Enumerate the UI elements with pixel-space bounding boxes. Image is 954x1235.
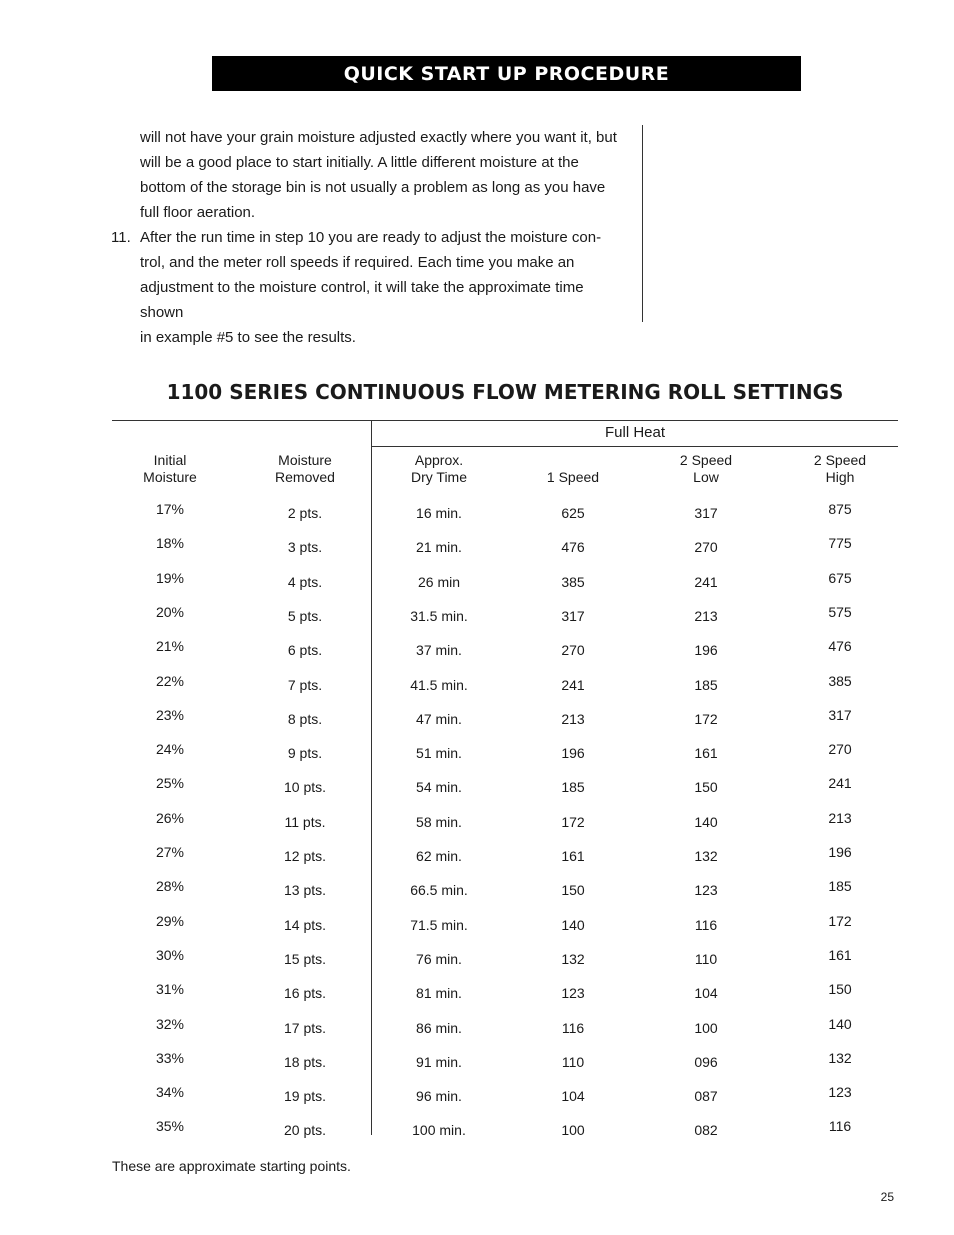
moisture-removed-cell: 17 pts. <box>283 1019 327 1036</box>
full-heat-rule <box>371 446 898 447</box>
one-speed-cell: 123 <box>561 985 585 1002</box>
one-speed-cell: 150 <box>561 882 585 899</box>
column-header-line: 1 Speed <box>546 469 600 485</box>
initial-moisture-cell: 34% <box>155 1084 185 1101</box>
initial-moisture-cell: 18% <box>155 535 185 552</box>
table-title: 1100 SERIES CONTINUOUS FLOW METERING ROLL SETTINGS <box>166 380 844 404</box>
initial-moisture-cell: 28% <box>155 878 185 895</box>
one-speed-cell: 185 <box>561 779 585 796</box>
two-speed-high-cell: 123 <box>828 1084 852 1101</box>
two-speed-high-cell: 575 <box>828 603 852 620</box>
page-number: 25 <box>880 1190 894 1204</box>
moisture-removed-cell: 13 pts. <box>283 882 327 899</box>
step-number: 11. <box>111 229 131 246</box>
moisture-removed-cell: 18 pts. <box>283 1053 327 1070</box>
dry-time-cell: 41.5 min. <box>410 676 468 693</box>
column-header-line: Initial <box>153 452 187 468</box>
dry-time-cell: 86 min. <box>416 1019 462 1036</box>
moisture-removed-cell: 10 pts. <box>283 779 327 796</box>
dry-time-cell: 76 min. <box>416 950 462 967</box>
column-header-line: 2 Speed <box>679 452 733 468</box>
initial-moisture-cell: 23% <box>155 706 185 723</box>
two-speed-low-cell: 185 <box>694 676 718 693</box>
initial-moisture-cell: 35% <box>155 1118 185 1135</box>
one-speed-cell: 161 <box>561 848 585 864</box>
text-line: After the run time in step 10 you are ready to adjust the moisture con- <box>140 229 602 246</box>
dry-time-cell: 54 min. <box>416 779 462 796</box>
dry-time-cell: 66.5 min. <box>410 882 468 899</box>
two-speed-high-cell: 172 <box>828 912 852 929</box>
dry-time-cell: 47 min. <box>416 710 462 727</box>
moisture-removed-cell: 6 pts. <box>287 642 323 659</box>
two-speed-high-cell: 185 <box>828 878 852 895</box>
two-speed-high-cell: 161 <box>828 946 852 963</box>
column-header-line: Approx. <box>414 452 464 468</box>
moisture-removed-cell: 8 pts. <box>287 710 323 727</box>
dry-time-cell: 62 min. <box>416 848 462 864</box>
column-header-line: High <box>825 469 855 485</box>
moisture-removed-cell: 11 pts. <box>284 813 326 830</box>
moisture-removed-cell: 14 pts. <box>283 916 327 933</box>
dry-time-cell: 58 min. <box>416 813 462 830</box>
initial-moisture-cell: 31% <box>155 981 185 998</box>
moisture-removed-cell: 20 pts. <box>283 1122 327 1139</box>
column-header-line: Low <box>693 469 719 485</box>
dry-time-cell: 96 min. <box>416 1088 462 1105</box>
text-line: trol, and the meter roll speeds if required. Each time you make an <box>140 254 575 271</box>
two-speed-low-cell: 116 <box>694 916 718 933</box>
one-speed-cell: 132 <box>561 950 585 967</box>
two-speed-low-cell: 241 <box>694 573 718 590</box>
text-line: in example #5 to see the results. <box>140 329 356 346</box>
two-speed-high-cell: 875 <box>828 501 852 517</box>
two-speed-low-cell: 132 <box>694 848 718 864</box>
section-header-bar <box>212 56 801 91</box>
dry-time-header <box>374 452 504 486</box>
one-speed-cell: 100 <box>561 1122 585 1139</box>
moisture-removed-cell: 19 pts. <box>283 1088 327 1105</box>
initial-moisture-cell: 32% <box>155 1015 185 1032</box>
column-header-line: Removed <box>275 469 335 485</box>
dry-time-cell: 100 min. <box>412 1122 466 1139</box>
one-speed-cell: 196 <box>561 745 585 762</box>
initial-moisture-cell: 29% <box>155 912 185 929</box>
dry-time-cell: 81 min. <box>416 985 462 1002</box>
table-top-rule <box>112 420 898 421</box>
moisture-removed-cell: 7 pts. <box>287 676 323 693</box>
two-speed-low-cell: 213 <box>694 607 718 624</box>
two-speed-high-cell: 132 <box>828 1049 852 1066</box>
moisture-removed-cell: 9 pts. <box>287 745 323 762</box>
dry-time-cell: 71.5 min. <box>410 916 468 933</box>
dry-time-cell: 37 min. <box>416 642 462 659</box>
two-speed-low-cell: 123 <box>694 882 718 899</box>
column-header-line: 2 Speed <box>813 452 867 468</box>
header-title: QUICK START UP PROCEDURE <box>343 62 670 85</box>
one-speed-header <box>508 452 638 486</box>
text-line: full floor aeration. <box>140 204 256 221</box>
two-speed-low-cell: 104 <box>694 985 718 1002</box>
one-speed-cell: 213 <box>561 710 585 727</box>
one-speed-cell: 270 <box>561 642 585 659</box>
moisture-removed-cell: 2 pts. <box>287 505 323 521</box>
column-header-line: Moisture <box>278 452 332 468</box>
two-speed-low-cell: 317 <box>694 505 718 521</box>
intro-text-block <box>106 125 643 346</box>
two-speed-low-cell: 096 <box>694 1053 718 1070</box>
two-speed-low-cell: 150 <box>694 779 718 796</box>
one-speed-cell: 116 <box>561 1019 585 1036</box>
initial-moisture-cell: 24% <box>155 741 185 758</box>
initial-moisture-cell: 30% <box>155 946 185 963</box>
two-speed-high-cell: 675 <box>828 569 852 586</box>
two-speed-low-cell: 270 <box>694 539 718 556</box>
moisture-removed-cell: 15 pts. <box>283 950 327 967</box>
one-speed-cell: 385 <box>561 573 585 590</box>
initial-moisture-header <box>105 452 235 486</box>
two-speed-high-header <box>775 452 905 486</box>
two-speed-high-cell: 385 <box>828 672 852 689</box>
two-speed-high-cell: 196 <box>828 844 852 860</box>
dry-time-cell: 16 min. <box>416 505 462 521</box>
two-speed-low-cell: 087 <box>694 1088 718 1105</box>
column-header-line: Moisture <box>143 469 197 485</box>
one-speed-cell: 317 <box>561 607 585 624</box>
two-speed-high-cell: 317 <box>828 706 852 723</box>
initial-moisture-cell: 21% <box>155 638 185 655</box>
initial-moisture-cell: 33% <box>155 1049 185 1066</box>
initial-moisture-cell: 22% <box>155 672 185 689</box>
moisture-removed-cell: 5 pts. <box>287 607 323 624</box>
dry-time-cell: 91 min. <box>416 1053 462 1070</box>
dry-time-cell: 31.5 min. <box>410 607 468 624</box>
text-line: adjustment to the moisture control, it will take the approximate time shown <box>140 279 584 321</box>
continuation-paragraph <box>106 125 628 225</box>
two-speed-low-cell: 161 <box>694 745 718 762</box>
two-speed-low-cell: 110 <box>694 950 718 967</box>
two-speed-low-header <box>641 452 771 486</box>
column-header-line: Dry Time <box>411 469 467 485</box>
text-line: will not have your grain moisture adjusted exactly where you want it, but <box>140 129 617 146</box>
initial-moisture-cell: 26% <box>155 809 185 826</box>
initial-moisture-cell: 20% <box>155 603 185 620</box>
initial-moisture-cell: 25% <box>155 775 185 792</box>
two-speed-low-cell: 082 <box>694 1122 718 1139</box>
moisture-removed-header <box>240 452 370 486</box>
full-heat-label: Full Heat <box>604 424 666 441</box>
dry-time-cell: 51 min. <box>416 745 462 762</box>
footnote: These are approximate starting points. <box>112 1158 351 1174</box>
moisture-removed-cell: 12 pts. <box>283 848 327 864</box>
two-speed-high-cell: 213 <box>828 809 852 826</box>
one-speed-cell: 241 <box>561 676 585 693</box>
two-speed-low-cell: 140 <box>694 813 718 830</box>
moisture-removed-cell: 16 pts. <box>283 985 327 1002</box>
two-speed-high-cell: 116 <box>828 1118 852 1135</box>
two-speed-high-cell: 270 <box>828 741 852 758</box>
one-speed-cell: 625 <box>561 505 585 521</box>
one-speed-cell: 140 <box>561 916 585 933</box>
step-11-paragraph <box>106 225 628 350</box>
dry-time-cell: 26 min <box>417 573 461 590</box>
two-speed-high-cell: 150 <box>828 981 852 998</box>
text-line: bottom of the storage bin is not usually a problem as long as you have <box>140 179 606 196</box>
two-speed-low-cell: 196 <box>694 642 718 659</box>
two-speed-high-cell: 775 <box>828 535 852 552</box>
two-speed-low-cell: 172 <box>694 710 718 727</box>
two-speed-low-cell: 100 <box>694 1019 718 1036</box>
initial-moisture-cell: 19% <box>155 569 185 586</box>
column-header-line <box>508 452 638 469</box>
initial-moisture-cell: 27% <box>155 844 185 860</box>
one-speed-cell: 104 <box>561 1088 585 1105</box>
dry-time-cell: 21 min. <box>416 539 462 556</box>
moisture-removed-cell: 3 pts. <box>287 539 323 556</box>
two-speed-high-cell: 476 <box>828 638 852 655</box>
initial-moisture-cell: 17% <box>155 501 185 517</box>
moisture-removed-cell: 4 pts. <box>287 573 323 590</box>
two-speed-high-cell: 140 <box>828 1015 852 1032</box>
one-speed-cell: 110 <box>561 1053 585 1070</box>
one-speed-cell: 172 <box>561 813 585 830</box>
table-column-divider <box>371 420 372 1135</box>
text-line: will be a good place to start initially. A little different moisture at the <box>140 154 579 171</box>
one-speed-cell: 476 <box>561 539 585 556</box>
two-speed-high-cell: 241 <box>828 775 852 792</box>
